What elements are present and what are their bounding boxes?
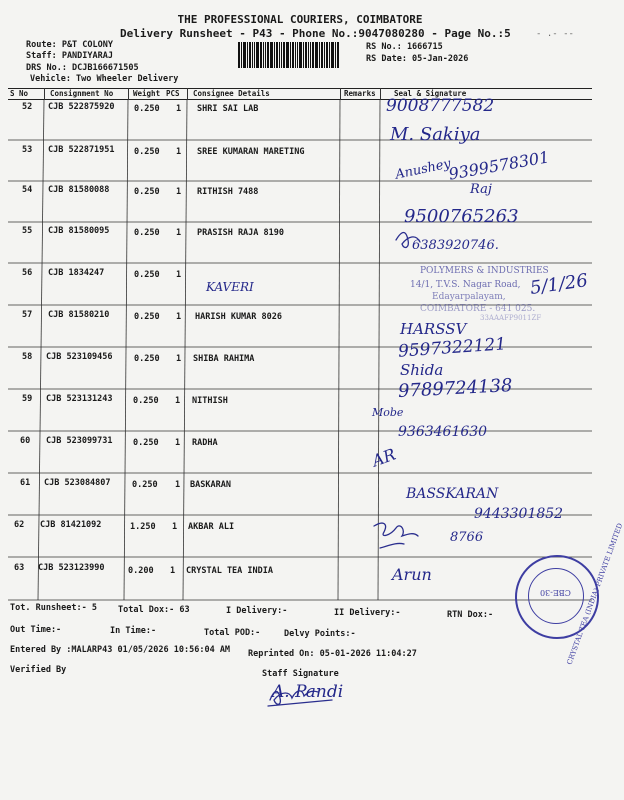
route-info: Route: P&T COLONY [26,40,113,50]
col-header-sno: S No [10,89,29,98]
row-weight: 0.250 [134,354,160,364]
row-consignee: RADHA [192,438,218,448]
col-header-seal: Seal & Signature [394,89,467,98]
row-weight: 0.250 [132,480,158,490]
col-header-remarks: Remarks [344,89,376,98]
row-weight: 0.250 [133,438,159,448]
row-pcs: 1 [175,480,181,490]
handwritten-date: 5/1/26 [528,270,590,299]
staff-signature-label: Staff Signature [262,669,339,679]
row-consignment-no: CJB 81580095 [48,226,110,236]
handwritten-name: BASSKARAN [406,486,499,502]
row-consignee: SHIBA RAHIMA [193,354,255,364]
row-consignment-no: CJB 522871951 [48,145,115,155]
handwritten-signature: Mobe [372,406,404,419]
rtn-dox: RTN Dox:- [447,610,494,620]
document-subtitle: Delivery Runsheet - P43 - Phone No.:9047080280 - Page No.:5 [120,27,511,40]
handwritten-signature: Anushey [394,156,453,183]
col-header-weight: Weight [133,89,161,98]
handwritten-signature: Shida [400,361,444,379]
handwritten-initials: AR [369,444,399,471]
vehicle-info: Vehicle: Two Wheeler Delivery [30,74,179,84]
handwritten-phone: 9500765263 [404,206,519,227]
total-runsheet: Tot. Runsheet:- 5 [10,603,97,613]
row-consignment-no: CJB 523131243 [46,394,113,404]
row-weight: 0.250 [134,312,160,322]
row-pcs: 1 [176,228,182,238]
row-pcs: 1 [176,312,182,322]
handwritten-phone: 9443301852 [474,506,564,522]
row-sno: 53 [22,145,33,155]
stamp-line: 14/1, T.V.S. Nagar Road, [410,280,521,290]
row-consignment-no: CJB 81421092 [40,520,102,530]
document-title: THE PROFESSIONAL COURIERS, COIMBATORE [177,13,423,26]
row-pcs: 1 [170,566,176,576]
drs-number: DRS No.: DCJB166671505 [26,63,139,73]
rs-number: RS No.: 1666715 [366,42,443,52]
row-weight: 0.250 [133,396,159,406]
row-pcs: 1 [175,438,181,448]
row-consignment-no: CJB 81580088 [48,185,110,195]
i-delivery: I Delivery:- [226,606,288,616]
scribble-mark [396,233,420,248]
row-weight: 0.250 [134,270,160,280]
row-sno: 52 [22,102,33,112]
row-sno: 63 [14,563,25,573]
handwritten-signature: M. Sakiya [390,124,481,145]
handwritten-phone: 9008777582 [386,96,495,116]
row-consignment-no: CJB 523109456 [46,352,113,362]
scribble-mark [374,523,418,536]
row-pcs: 1 [172,522,178,532]
delivery-points: Delvy Points:- [284,629,356,639]
row-consignee: RITHISH 7488 [197,187,259,197]
row-consignee: NITHISH [192,396,228,406]
handwritten-number: 8766 [450,530,484,545]
stamp-line: POLYMERS & INDUSTRIES [420,266,549,276]
handwritten-phone: 6383920746. [412,238,499,253]
handwritten-phone: 9399578301 [447,147,551,184]
row-pcs: 1 [176,104,182,114]
out-time: Out Time:- [10,625,62,635]
verified-by: Verified By [10,665,67,675]
row-weight: 1.250 [130,522,156,532]
stamp-line: 33AAAFP9011ZF [480,314,542,322]
total-pod: Total POD:- [204,628,261,638]
in-time: In Time:- [110,626,157,636]
seal-text: CRYSTAL TEA (INDIA) PRIVATE LIMITED [565,522,624,666]
row-sno: 62 [14,520,25,530]
row-pcs: 1 [175,396,181,406]
row-sno: 59 [22,394,33,404]
row-weight: 0.250 [134,147,160,157]
staff-signature: A. Pandi [272,682,344,702]
handwritten-initials: Raj [470,182,492,197]
row-sno: 61 [20,478,31,488]
row-consignment-no: CJB 523084807 [44,478,111,488]
row-sno: 57 [22,310,33,320]
stamp-line: Edayarpalayam, [432,292,506,302]
row-consignee: BASKARAN [190,480,231,490]
row-weight: 0.250 [134,104,160,114]
row-pcs: 1 [176,270,182,280]
row-consignee: AKBAR ALI [188,522,235,532]
row-weight: 0.250 [134,187,160,197]
row-consignee: CRYSTAL TEA INDIA [186,566,273,576]
rs-date: RS Date: 05-Jan-2026 [366,54,469,64]
col-header-consignment: Consignment No [50,89,114,98]
row-consignment-no: CJB 1834247 [48,268,105,278]
row-weight: 0.250 [134,228,160,238]
row-sno: 54 [22,185,33,195]
row-consignment-no: CJB 81580210 [48,310,110,320]
row-pcs: 1 [176,354,182,364]
handwritten-phone: 9363461630 [398,424,488,440]
ii-delivery: II Delivery:- [334,608,401,618]
total-dox: Total Dox:- 63 [118,605,190,615]
row-consignee: PRASISH RAJA 8190 [197,228,284,238]
row-consignment-no: CJB 522875920 [48,102,115,112]
row-pcs: 1 [176,187,182,197]
row-sno: 60 [20,436,31,446]
scribble-mark [380,543,404,548]
handwritten-phone: 9789724138 [397,375,514,402]
col-header-consignee: Consignee Details [193,89,270,98]
row-sno: 55 [22,226,33,236]
row-consignee: HARISH KUMAR 8026 [195,312,282,322]
handwritten-phone: 9597322121 [397,334,507,362]
handwritten-signature: HARSSV [400,320,467,338]
handwritten-signature: Arun [392,565,432,584]
row-consignee: SREE KUMARAN MARETING [197,147,305,157]
row-consignment-no: CJB 523123990 [38,563,105,573]
row-consignment-no: CJB 523099731 [46,436,113,446]
row-pcs: 1 [176,147,182,157]
col-header-pcs: PCS [166,89,180,98]
seal-center-text: CBE-30 [540,588,571,597]
row-weight: 0.200 [128,566,154,576]
reprinted-on: Reprinted On: 05-01-2026 11:04:27 [248,649,417,659]
staff-info: Staff: PANDIYARAJ [26,51,113,61]
entered-by: Entered By :MALARP43 01/05/2026 10:56:04 AM [10,645,231,655]
row-consignee: SHRI SAI LAB [197,104,259,114]
row-sno: 58 [22,352,33,362]
stamp-line: COIMBATORE - 641 025. [420,304,536,314]
page-dots: - .- -- [536,29,574,39]
row-sno: 56 [22,268,33,278]
handwritten-consignee: KAVERI [206,280,254,294]
